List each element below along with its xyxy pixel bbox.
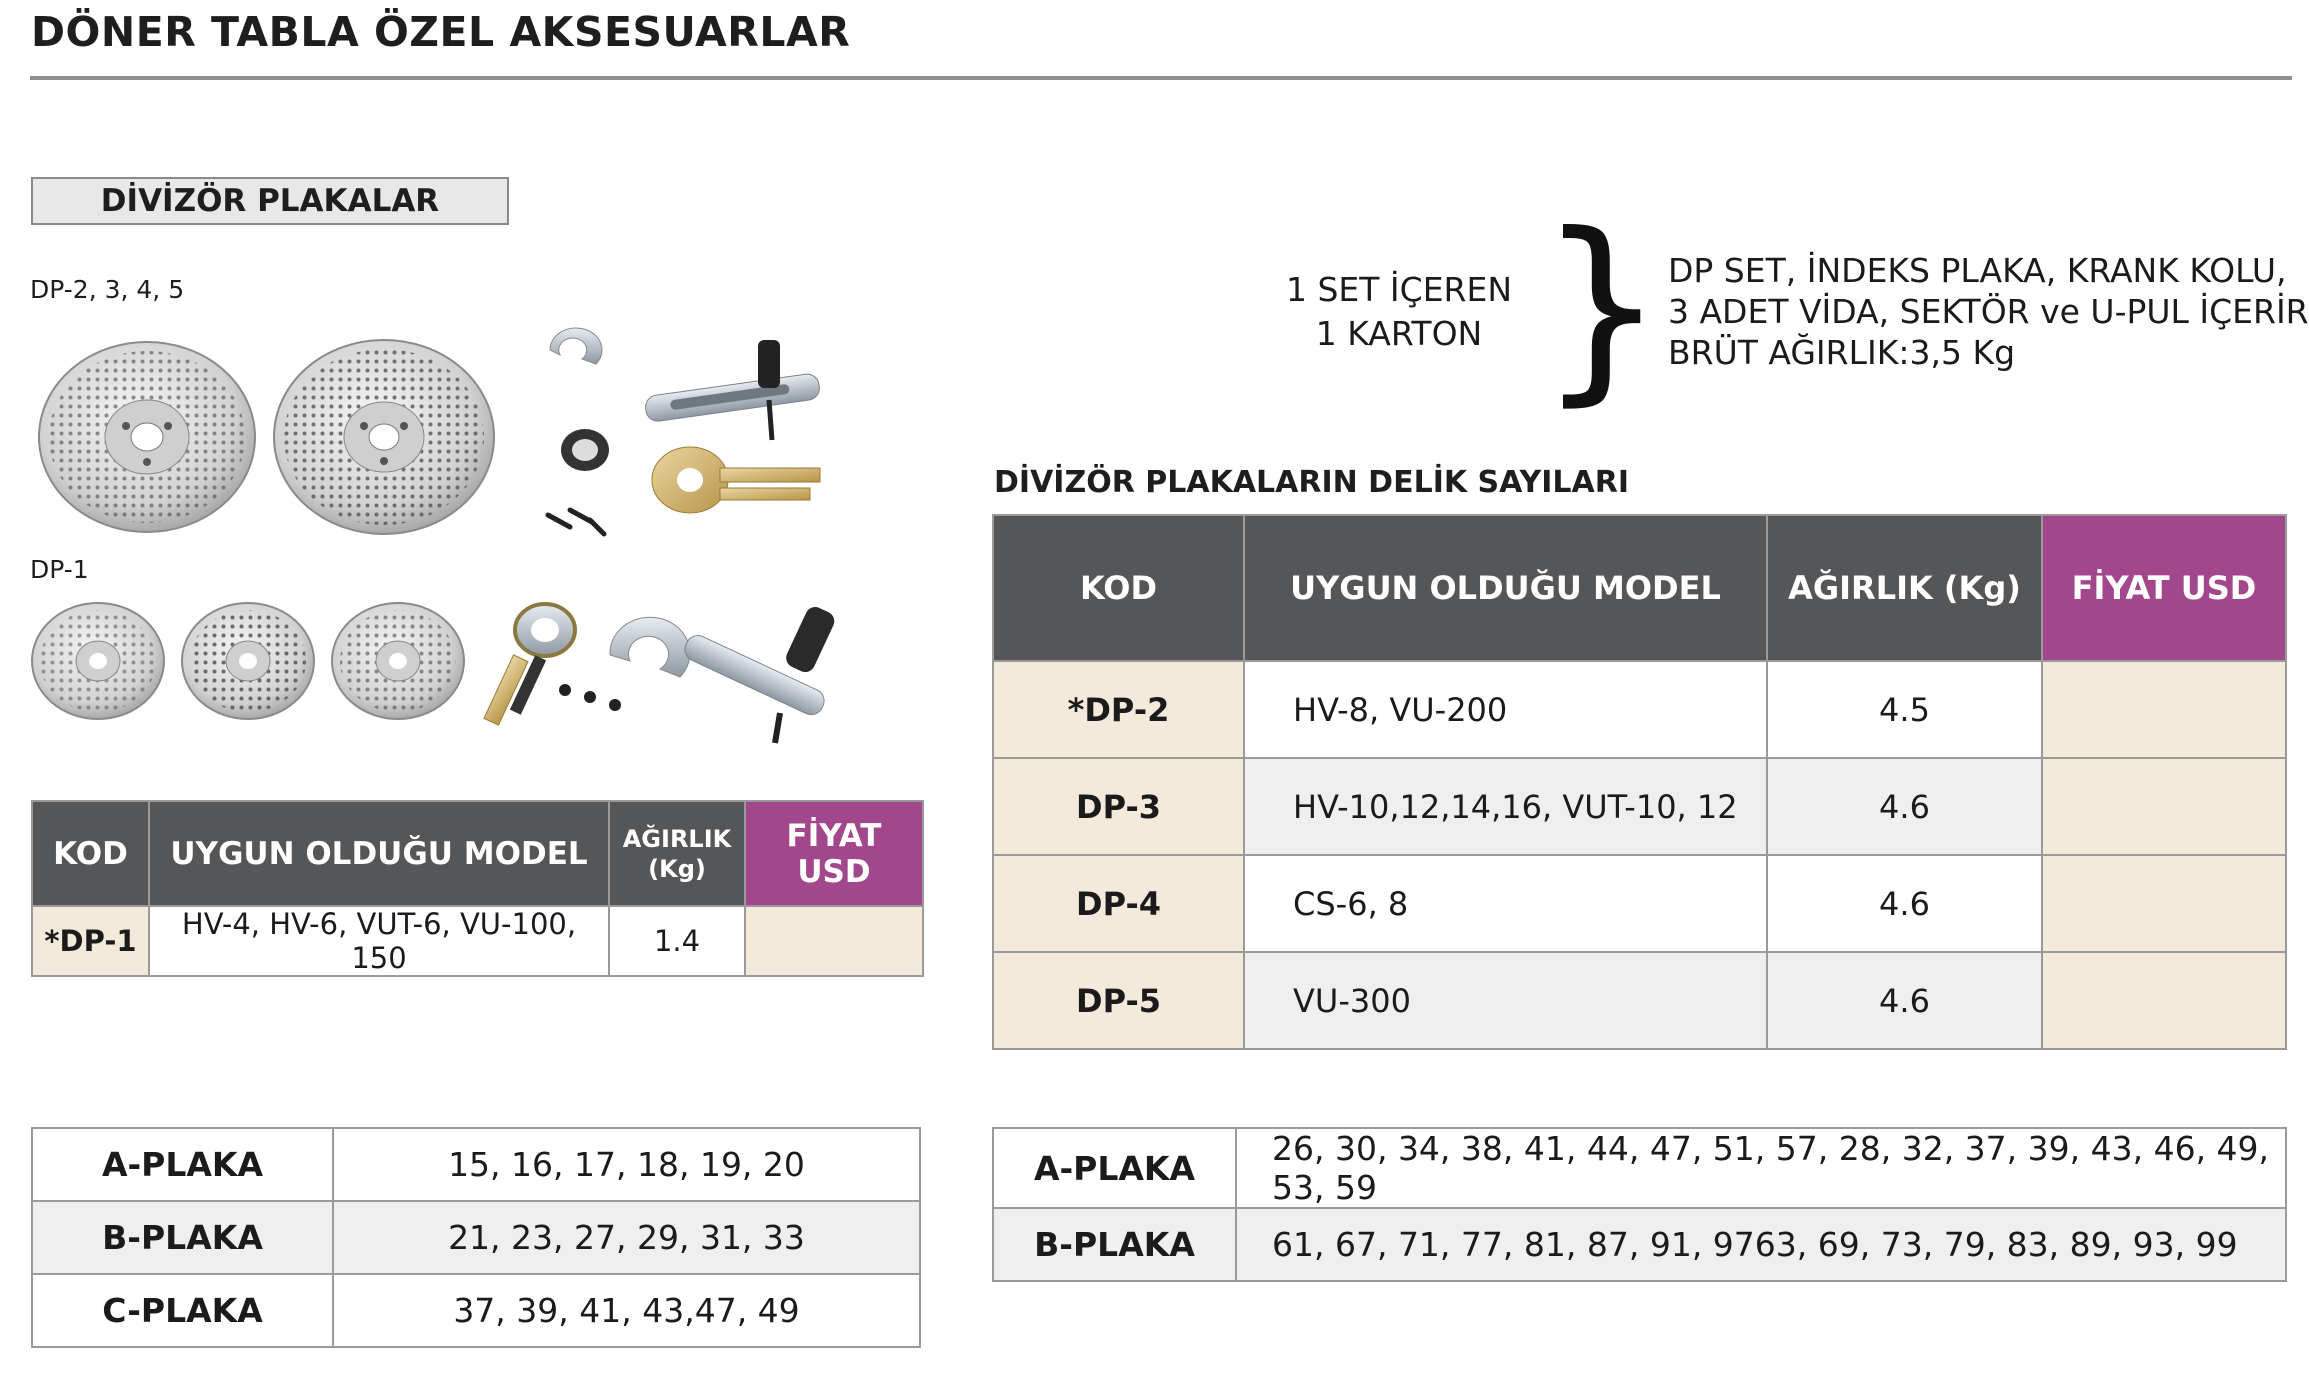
cell-price (2042, 855, 2286, 952)
header-weight (609, 801, 745, 906)
plate-label: B-PLAKA (32, 1201, 333, 1274)
product-image-dp1 (30, 595, 860, 745)
cell-model: HV-8, VU-200 (1244, 661, 1767, 758)
table-row (993, 952, 2286, 1049)
set-info-left-line2: 1 KARTON (1315, 314, 1483, 353)
set-info-right-line1: DP SET, İNDEKS PLAKA, KRANK KOLU, (1668, 251, 2287, 290)
plate-label: C-PLAKA (32, 1274, 333, 1347)
cell-price (2042, 758, 2286, 855)
title-divider (30, 76, 2292, 80)
set-info-left (1284, 268, 1514, 356)
header-price: FİYAT USD (2042, 515, 2286, 661)
section-title: DİVİZÖR PLAKALAR (31, 177, 509, 225)
cell-weight: 4.6 (1767, 855, 2042, 952)
header-weight-line1: AĞIRLIK (622, 824, 732, 853)
screws-part (548, 510, 604, 534)
plate-holes: 21, 23, 27, 29, 31, 33 (333, 1201, 920, 1274)
table-dp2-5 (992, 514, 2287, 1050)
header-weight-line2: (Kg) (648, 854, 706, 883)
cell-code: DP-4 (993, 855, 1244, 952)
cell-weight: 4.5 (1767, 661, 2042, 758)
set-info-right-line3: BRÜT AĞIRLIK:3,5 Kg (1668, 333, 2016, 372)
header-code: KOD (32, 801, 149, 906)
cell-price (745, 906, 923, 976)
cell-weight: 4.6 (1767, 952, 2042, 1049)
label-dp2345: DP-2, 3, 4, 5 (30, 275, 185, 304)
table-dp1-header (32, 801, 923, 906)
header-model: UYGUN OLDUĞU MODEL (149, 801, 609, 906)
table-row (993, 1208, 2286, 1281)
table-row (32, 1274, 920, 1347)
u-washer-part (550, 328, 602, 364)
set-info-right (1668, 250, 2309, 373)
set-info-right-line2: 3 ADET VİDA, SEKTÖR ve U-PUL İÇERİR (1668, 292, 2309, 331)
cell-code: *DP-1 (32, 906, 149, 976)
u-washer-part-dp1 (610, 617, 690, 677)
plate-holes: 15, 16, 17, 18, 19, 20 (333, 1128, 920, 1201)
cell-weight: 4.6 (1767, 758, 2042, 855)
plate-holes-table-small (31, 1127, 921, 1348)
table-row (993, 1128, 2286, 1208)
plate-holes: 26, 30, 34, 38, 41, 44, 47, 51, 57, 28, 32, 37, 39, 43, 46, 49, 53, 59 (1236, 1128, 2286, 1208)
product-image-dp2345 (30, 330, 830, 550)
hole-counts-title: DİVİZÖR PLAKALARIN DELİK SAYILARI (994, 465, 1629, 500)
screws-part-dp1 (559, 684, 621, 711)
table-row (993, 758, 2286, 855)
cell-price (2042, 952, 2286, 1049)
table-dp1 (31, 800, 924, 977)
plate-holes-table-large (992, 1127, 2287, 1282)
cell-model: CS-6, 8 (1244, 855, 1767, 952)
plate-label: A-PLAKA (993, 1128, 1236, 1208)
header-model: UYGUN OLDUĞU MODEL (1244, 515, 1767, 661)
plate-holes: 61, 67, 71, 77, 81, 87, 91, 9763, 69, 73, 79, 83, 89, 93, 99 (1236, 1208, 2286, 1281)
table-row (993, 855, 2286, 952)
cell-code: *DP-2 (993, 661, 1244, 758)
cell-weight: 1.4 (609, 906, 745, 976)
header-code: KOD (993, 515, 1244, 661)
set-info-left-line1: 1 SET İÇEREN (1285, 270, 1513, 309)
table-row (993, 661, 2286, 758)
table-row (32, 1201, 920, 1274)
plate-label: A-PLAKA (32, 1128, 333, 1201)
table-dp2-header (993, 515, 2286, 661)
cell-model: HV-10,12,14,16, VUT-10, 12 (1244, 758, 1767, 855)
cell-model: VU-300 (1244, 952, 1767, 1049)
plate-label: B-PLAKA (993, 1208, 1236, 1281)
label-dp1: DP-1 (30, 555, 89, 584)
brace-symbol: } (1538, 191, 1666, 424)
header-price: FİYAT USD (745, 801, 923, 906)
plate-holes: 37, 39, 41, 43,47, 49 (333, 1274, 920, 1347)
cell-price (2042, 661, 2286, 758)
header-weight: AĞIRLIK (Kg) (1767, 515, 2042, 661)
page-title: DÖNER TABLA ÖZEL AKSESUARLAR (31, 8, 851, 56)
cell-model: HV-4, HV-6, VUT-6, VU-100, 150 (149, 906, 609, 976)
cell-code: DP-5 (993, 952, 1244, 1049)
table-row (32, 1128, 920, 1201)
cell-code: DP-3 (993, 758, 1244, 855)
table-row (32, 906, 923, 976)
